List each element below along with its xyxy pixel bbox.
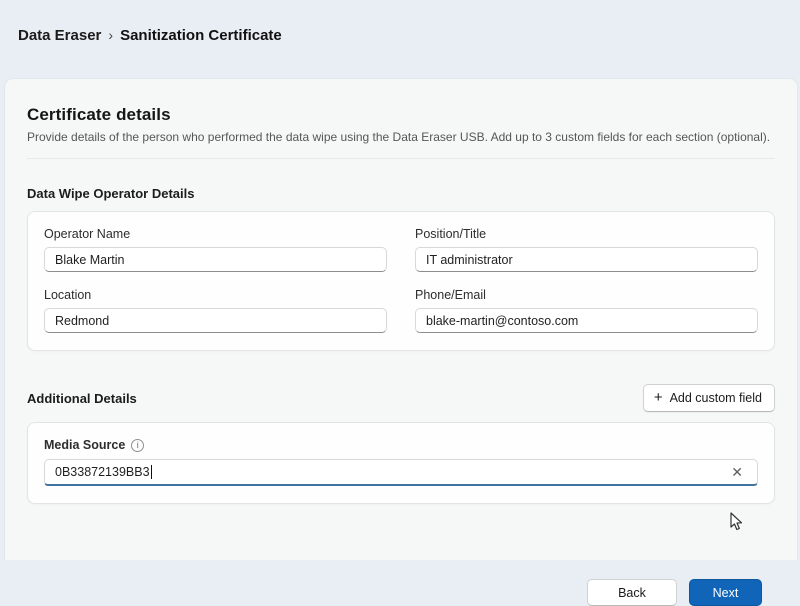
breadcrumb-bar	[0, 0, 800, 45]
phone-email-label: Phone/Email	[415, 288, 486, 302]
breadcrumb-current: Sanitization Certificate	[120, 27, 282, 44]
media-source-input[interactable]	[44, 459, 758, 486]
additional-details-card	[27, 422, 775, 504]
page-subtitle: Provide details of the person who performed the data wipe using the Data Eraser USB. Add up to 3 custom fields for each section (optional).	[27, 130, 771, 144]
field-phone-email	[415, 288, 758, 333]
position-title-label: Position/Title	[415, 227, 487, 241]
back-button[interactable]: Back	[587, 579, 677, 606]
operator-details-card	[27, 211, 775, 351]
field-operator-name	[44, 227, 387, 272]
add-custom-field-button[interactable]	[643, 384, 775, 412]
header-divider	[27, 158, 775, 159]
operator-section-title: Data Wipe Operator Details	[27, 186, 195, 201]
info-icon[interactable]: i	[131, 439, 144, 452]
plus-icon: +	[653, 388, 663, 406]
location-label: Location	[44, 288, 92, 302]
certificate-panel	[4, 78, 798, 600]
operator-name-input[interactable]	[44, 247, 387, 272]
clear-input-icon[interactable]: ✕	[731, 464, 743, 480]
breadcrumb-parent[interactable]: Data Eraser	[18, 27, 102, 44]
field-position-title	[415, 227, 758, 272]
position-title-input[interactable]	[415, 247, 758, 272]
page-title: Certificate details	[27, 105, 171, 124]
operator-name-label: Operator Name	[44, 227, 131, 241]
add-custom-field-label: Add custom field	[669, 390, 762, 405]
chevron-right-icon: ›	[108, 26, 114, 43]
text-caret	[151, 465, 152, 479]
location-input[interactable]	[44, 308, 387, 333]
media-source-label: Media Source	[44, 438, 126, 452]
field-location	[44, 288, 387, 333]
phone-email-input[interactable]	[415, 308, 758, 333]
next-button[interactable]: Next	[689, 579, 762, 606]
media-source-value: 0B33872139BB3	[55, 465, 150, 479]
additional-section-title: Additional Details	[27, 390, 137, 406]
breadcrumb	[18, 27, 282, 44]
media-source-label-row	[44, 438, 758, 452]
